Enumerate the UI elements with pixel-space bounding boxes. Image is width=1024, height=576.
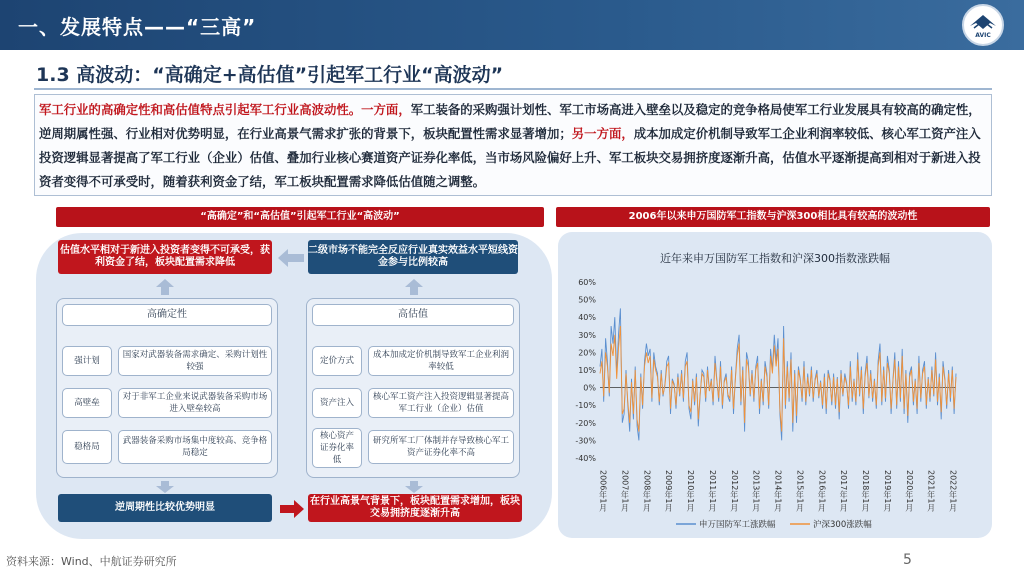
avic-logo [962,4,1004,46]
arrow-down-icon [155,480,175,494]
certainty-desc-2: 对于非军工企业来说武器装备采购市场进入壁垒较高 [118,388,272,418]
valuation-label-2: 资产注入 [312,388,362,418]
valuation-desc-3: 研究所军工厂体制并存导致核心军工资产证券化率不高 [368,430,514,464]
page-number: 5 [903,552,912,568]
valuation-pressure-box: 估值水平相对于新进入投资者变得不可承受，获利资金了结，板块配置需求降低 [58,240,272,274]
countercyclical-box: 逆周期性比较优势明显 [58,494,272,522]
arrow-left-icon [276,248,306,268]
valuation-label-3: 核心资产证券化率低 [312,428,362,468]
certainty-desc-1: 国家对武器装备需求确定、采购计划性较强 [118,346,272,376]
valuation-desc-1: 成本加成定价机制导致军工企业利润率较低 [368,346,514,376]
x-tick-label: 2012年1月 [729,470,739,512]
summary-turn: 另一方面， [571,126,634,141]
y-tick-label: 40% [578,313,596,323]
summary-text [34,94,992,196]
y-tick-label: 10% [578,366,596,375]
certainty-desc-3: 武器装备采购市场集中度较高、竞争格局稳定 [118,430,272,464]
y-tick-label: -10% [575,401,596,411]
x-tick-label: 2016年1月 [817,470,827,512]
section-title: 1.3 高波动：“高确定+高估值”引起军工行业“高波动” [36,64,504,86]
summary-body-1: 军工装备的采购强计划性、军工市场高进入壁垒以及稳定的竞争格局使军工行业发展具有较高的确定性，逆周期属性强、行业相对优势明显，在行业高景气需求扩张的背景下，板块配置性需求显著增加； [39,102,981,141]
left-panel-header: “高确定”和“高估值”引起军工行业“高波动” [56,207,544,227]
arrow-up-icon-2 [404,278,424,296]
summary-body-2: 成本加成定价机制导致军工企业利润率较低、核心军工资产注入投资逻辑显著提高了军工行业（企业）估值、叠加行业核心赛道资产证券化率低，当市场风险偏好上升、军工板块交易拥挤度逐渐升高，估值水平逐渐提高到相对于新进入投资者变得不可承受时，随着获利资金了结，军工板块配置需求降低估值随之调整。 [39,126,981,189]
volatility-chart [558,232,992,538]
arrow-right-icon [278,499,306,519]
legend-label-2: 沪深300涨跌幅 [813,520,872,530]
y-tick-label: -40% [575,454,596,463]
y-tick-label: 60% [578,278,596,287]
x-tick-label: 2013年1月 [751,470,761,512]
certainty-label-3: 稳格局 [62,430,112,464]
valuation-title: 高估值 [312,304,514,326]
arrow-down-icon-2 [404,480,424,494]
y-tick-label: -30% [575,436,596,446]
allocation-demand-box: 在行业高景气背景下，板块配置需求增加，板块交易拥挤度逐渐升高 [308,494,522,522]
x-tick-label: 2006年1月 [598,470,608,512]
x-tick-label: 2022年1月 [948,470,958,512]
certainty-label-2: 高壁垒 [62,388,112,418]
x-tick-label: 2011年1月 [707,470,717,512]
y-tick-label: 20% [578,348,596,358]
x-tick-label: 2019年1月 [882,470,892,512]
y-tick-label: 0% [583,383,596,393]
right-panel-header: 2006年以来申万国防军工指数与沪深300相比具有较高的波动性 [556,207,990,227]
y-tick-label: 50% [578,295,596,305]
x-tick-label: 2020年1月 [904,470,914,512]
market-efficiency-box: 二级市场不能完全反应行业真实效益水平短线资金参与比例较高 [308,240,518,274]
y-tick-label: -20% [575,418,596,428]
logo-text: AVIC [975,32,991,39]
x-tick-label: 2010年1月 [686,470,695,512]
header-bar [0,0,1024,50]
x-tick-label: 2015年1月 [795,470,805,512]
x-tick-label: 2021年1月 [926,470,936,512]
x-tick-label: 2007年1月 [620,470,630,512]
y-tick-label: 30% [578,330,596,340]
certainty-label-1: 强计划 [62,346,112,376]
chart-title: 近年来申万国防军工指数和沪深300指数涨跌幅 [660,252,890,265]
valuation-desc-2: 核心军工资产注入投资逻辑显著提高军工行业（企业）估值 [368,388,514,418]
header-title: 一、发展特点——“三高” [18,15,257,39]
valuation-label-1: 定价方式 [312,346,362,376]
x-tick-label: 2008年1月 [642,470,652,512]
x-tick-label: 2014年1月 [773,470,783,512]
arrow-up-icon [155,278,175,296]
source-note: 资料来源：Wind、中航证券研究所 [6,555,177,568]
x-tick-label: 2018年1月 [861,470,870,512]
x-tick-label: 2009年1月 [664,470,674,512]
legend-label-1: 申万国防军工涨跌幅 [699,520,776,530]
title-divider [34,88,992,90]
certainty-title: 高确定性 [62,304,272,326]
summary-lead: 军工行业的高确定性和高估值特点引起军工行业高波动性。一方面， [39,102,411,117]
x-tick-label: 2017年1月 [839,470,849,512]
